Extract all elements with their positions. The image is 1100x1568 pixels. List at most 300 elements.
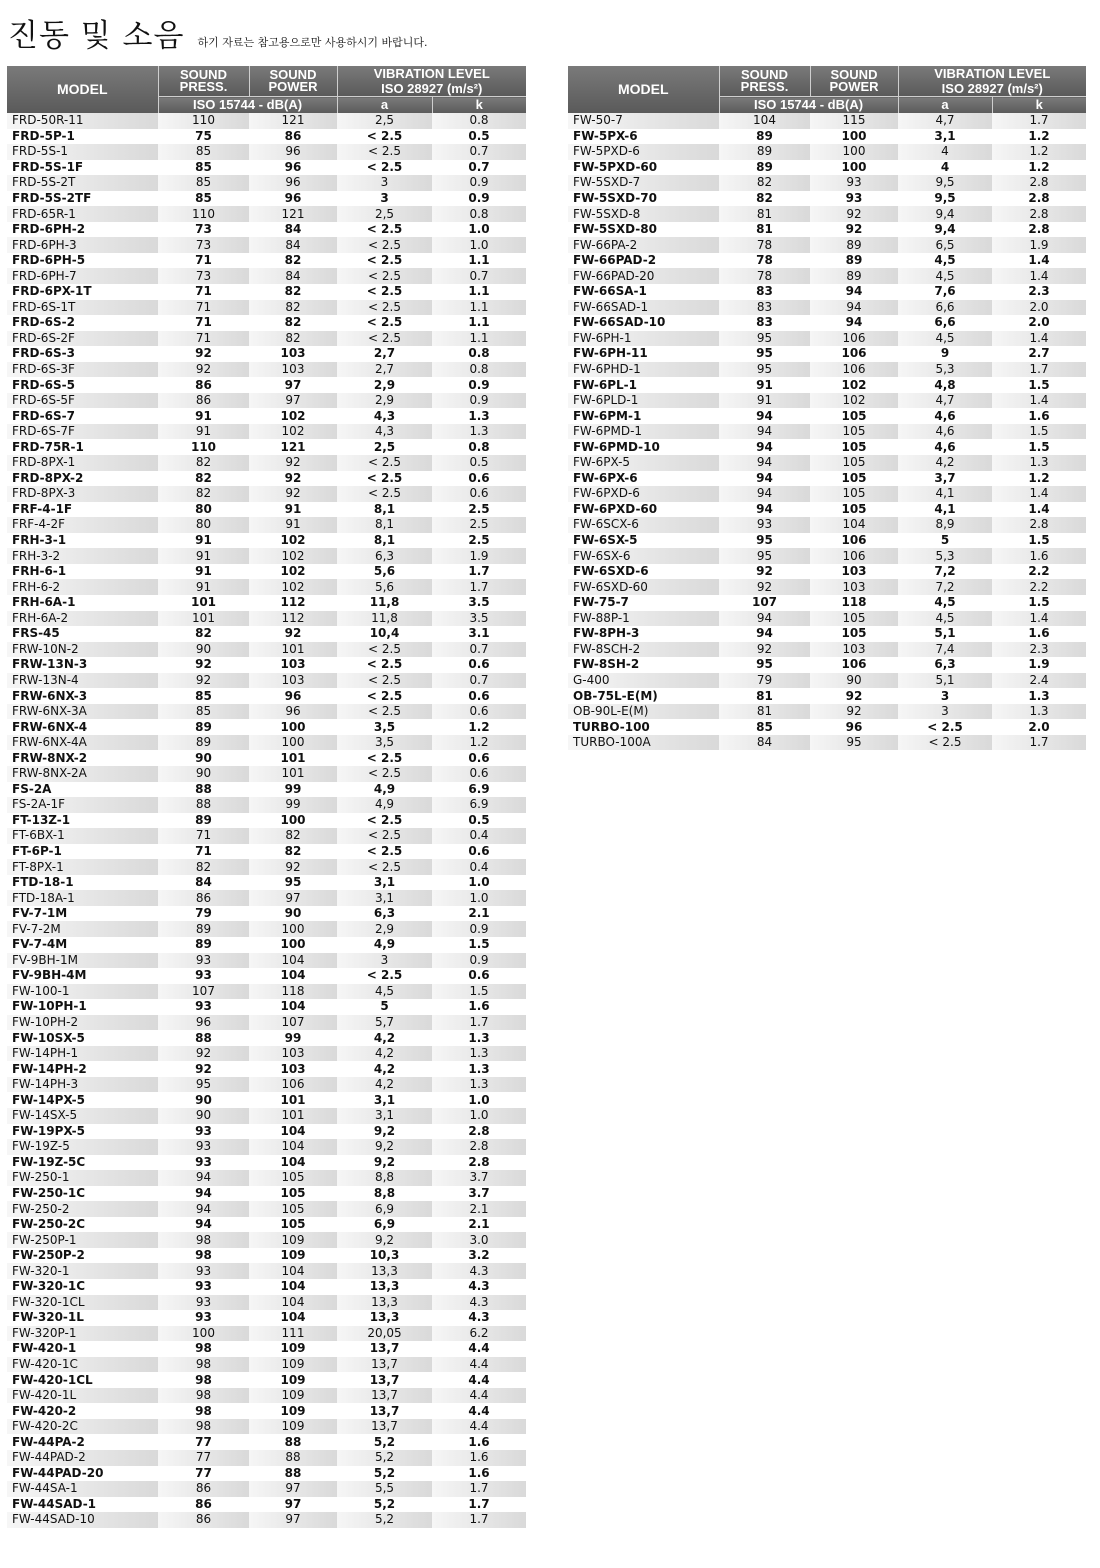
cell-sound-power: 94 xyxy=(810,300,898,316)
cell-vibration-k: 1.7 xyxy=(432,1497,526,1513)
cell-model: FW-420-2 xyxy=(7,1403,158,1419)
table-row xyxy=(7,906,526,922)
cell-sound-press: 90 xyxy=(158,750,249,766)
cell-vibration-a: 2,5 xyxy=(337,439,432,455)
cell-sound-power: 103 xyxy=(249,1061,337,1077)
cell-vibration-k: 0.6 xyxy=(432,750,526,766)
cell-vibration-k: 1.7 xyxy=(432,579,526,595)
table-row xyxy=(7,1263,526,1279)
cell-vibration-k: 0.8 xyxy=(432,439,526,455)
cell-vibration-a: 9,2 xyxy=(337,1124,432,1140)
header-model: MODEL xyxy=(568,66,719,113)
cell-vibration-k: 1.3 xyxy=(992,688,1086,704)
cell-model: FW-6PH-1 xyxy=(568,331,719,347)
cell-vibration-a: 5,5 xyxy=(337,1481,432,1497)
cell-model: FW-320P-1 xyxy=(7,1326,158,1342)
cell-vibration-a: 4,1 xyxy=(898,502,992,518)
cell-vibration-a: 3,7 xyxy=(898,471,992,487)
cell-model: FW-6PXD-60 xyxy=(568,502,719,518)
cell-vibration-a: < 2.5 xyxy=(337,750,432,766)
cell-model: FRW-6NX-4 xyxy=(7,719,158,735)
cell-vibration-k: 2.5 xyxy=(432,502,526,518)
cell-vibration-a: < 2.5 xyxy=(337,268,432,284)
cell-vibration-a: 5 xyxy=(898,533,992,549)
cell-sound-power: 103 xyxy=(249,673,337,689)
cell-vibration-k: 4.3 xyxy=(432,1310,526,1326)
cell-sound-power: 93 xyxy=(810,191,898,207)
cell-vibration-a: 4,5 xyxy=(898,611,992,627)
cell-vibration-a: 4,6 xyxy=(898,439,992,455)
cell-vibration-a: < 2.5 xyxy=(898,719,992,735)
table-row xyxy=(568,144,1086,160)
cell-vibration-a: 4,3 xyxy=(337,408,432,424)
cell-vibration-a: 13,7 xyxy=(337,1341,432,1357)
table-row xyxy=(7,564,526,580)
cell-model: FT-8PX-1 xyxy=(7,859,158,875)
cell-vibration-a: 3 xyxy=(898,704,992,720)
cell-sound-power: 90 xyxy=(810,673,898,689)
cell-sound-press: 95 xyxy=(158,1077,249,1093)
cell-vibration-k: 2.1 xyxy=(432,1201,526,1217)
cell-sound-press: 89 xyxy=(158,813,249,829)
table-row xyxy=(7,253,526,269)
table-row xyxy=(7,129,526,145)
cell-sound-power: 99 xyxy=(249,797,337,813)
cell-vibration-k: 2.3 xyxy=(992,284,1086,300)
cell-model: FRD-5S-2T xyxy=(7,175,158,191)
cell-vibration-a: 2,7 xyxy=(337,362,432,378)
cell-vibration-k: 1.2 xyxy=(432,735,526,751)
cell-vibration-a: 5,2 xyxy=(337,1466,432,1482)
table-row xyxy=(7,268,526,284)
cell-sound-power: 100 xyxy=(249,937,337,953)
cell-sound-power: 105 xyxy=(810,439,898,455)
cell-model: FW-5SXD-8 xyxy=(568,206,719,222)
table-row xyxy=(7,579,526,595)
cell-model: OB-75L-E(M) xyxy=(568,688,719,704)
cell-vibration-a: 4,5 xyxy=(337,984,432,1000)
table-row xyxy=(568,424,1086,440)
cell-vibration-k: 2.2 xyxy=(992,579,1086,595)
cell-sound-power: 109 xyxy=(249,1357,337,1373)
cell-model: FW-5PXD-6 xyxy=(568,144,719,160)
cell-sound-press: 91 xyxy=(158,564,249,580)
cell-sound-press: 85 xyxy=(158,160,249,176)
cell-sound-power: 99 xyxy=(249,1030,337,1046)
cell-sound-power: 99 xyxy=(249,782,337,798)
table-row xyxy=(7,782,526,798)
cell-vibration-k: 2.0 xyxy=(992,300,1086,316)
cell-model: FW-10PH-1 xyxy=(7,999,158,1015)
cell-vibration-a: < 2.5 xyxy=(337,471,432,487)
cell-sound-power: 106 xyxy=(810,362,898,378)
cell-sound-power: 90 xyxy=(249,906,337,922)
cell-sound-press: 85 xyxy=(158,688,249,704)
table-row xyxy=(7,953,526,969)
cell-vibration-a: 4,5 xyxy=(898,595,992,611)
cell-vibration-a: < 2.5 xyxy=(337,673,432,689)
table-row xyxy=(7,1466,526,1482)
cell-sound-power: 97 xyxy=(249,377,337,393)
cell-model: TURBO-100A xyxy=(568,735,719,751)
cell-vibration-k: 1.4 xyxy=(992,611,1086,627)
cell-vibration-a: 4,7 xyxy=(898,113,992,129)
cell-model: FW-14PX-5 xyxy=(7,1092,158,1108)
table-row xyxy=(7,828,526,844)
cell-vibration-a: < 2.5 xyxy=(337,300,432,316)
cell-vibration-k: 1.0 xyxy=(432,222,526,238)
cell-sound-power: 102 xyxy=(249,533,337,549)
cell-vibration-a: 4,7 xyxy=(898,393,992,409)
cell-sound-press: 90 xyxy=(158,766,249,782)
cell-model: FW-5SXD-70 xyxy=(568,191,719,207)
cell-model: FRD-6S-7F xyxy=(7,424,158,440)
header-vibration-standard: ISO 28927 (m/s²) xyxy=(381,81,483,96)
cell-vibration-a: 2,7 xyxy=(337,346,432,362)
cell-vibration-a: < 2.5 xyxy=(337,688,432,704)
table-row xyxy=(7,1108,526,1124)
cell-sound-power: 102 xyxy=(810,393,898,409)
cell-model: FRH-6A-1 xyxy=(7,595,158,611)
cell-vibration-a: 7,2 xyxy=(898,579,992,595)
cell-sound-power: 102 xyxy=(810,377,898,393)
cell-sound-power: 105 xyxy=(810,611,898,627)
cell-vibration-k: 3.7 xyxy=(432,1170,526,1186)
cell-vibration-k: 0.6 xyxy=(432,844,526,860)
cell-vibration-k: 4.4 xyxy=(432,1403,526,1419)
cell-vibration-k: 0.8 xyxy=(432,113,526,129)
cell-vibration-a: 5,2 xyxy=(337,1434,432,1450)
table-row xyxy=(568,704,1086,720)
cell-vibration-k: 1.2 xyxy=(992,160,1086,176)
cell-vibration-a: 9,2 xyxy=(337,1232,432,1248)
cell-sound-power: 104 xyxy=(249,953,337,969)
cell-model: FW-75-7 xyxy=(568,595,719,611)
cell-vibration-a: 4,2 xyxy=(337,1061,432,1077)
table-row xyxy=(7,1232,526,1248)
cell-sound-power: 104 xyxy=(249,1263,337,1279)
cell-vibration-k: 1.4 xyxy=(992,393,1086,409)
cell-model: FW-6PX-6 xyxy=(568,471,719,487)
cell-vibration-a: 3,1 xyxy=(337,875,432,891)
cell-model: FRF-4-1F xyxy=(7,502,158,518)
cell-model: FW-14PH-1 xyxy=(7,1046,158,1062)
cell-model: FW-66SA-1 xyxy=(568,284,719,300)
cell-sound-press: 82 xyxy=(719,191,810,207)
cell-vibration-a: 2,9 xyxy=(337,377,432,393)
cell-sound-press: 92 xyxy=(158,1046,249,1062)
cell-sound-power: 111 xyxy=(249,1326,337,1342)
cell-vibration-k: 0.8 xyxy=(432,206,526,222)
cell-sound-power: 97 xyxy=(249,1497,337,1513)
cell-model: FV-9BH-4M xyxy=(7,968,158,984)
header-iso-db: ISO 15744 - dB(A) xyxy=(719,97,898,114)
cell-sound-power: 104 xyxy=(249,1139,337,1155)
cell-vibration-a: 8,8 xyxy=(337,1170,432,1186)
cell-vibration-a: 3 xyxy=(337,191,432,207)
cell-vibration-k: 1.5 xyxy=(992,377,1086,393)
table-row xyxy=(7,1326,526,1342)
cell-vibration-k: 4.3 xyxy=(432,1263,526,1279)
cell-model: FW-44SA-1 xyxy=(7,1481,158,1497)
table-row xyxy=(568,595,1086,611)
table-row xyxy=(7,424,526,440)
cell-sound-press: 98 xyxy=(158,1357,249,1373)
cell-sound-press: 94 xyxy=(719,455,810,471)
table-row xyxy=(7,735,526,751)
cell-vibration-k: 2.3 xyxy=(992,642,1086,658)
cell-model: FRD-6S-7 xyxy=(7,408,158,424)
cell-sound-power: 105 xyxy=(810,424,898,440)
cell-sound-power: 95 xyxy=(810,735,898,751)
cell-sound-power: 97 xyxy=(249,1481,337,1497)
header-vibration xyxy=(898,66,1086,97)
cell-vibration-k: 2.4 xyxy=(992,673,1086,689)
header-vibration xyxy=(337,66,526,97)
cell-vibration-a: 13,7 xyxy=(337,1372,432,1388)
table-row xyxy=(7,1497,526,1513)
cell-vibration-k: 1.7 xyxy=(432,1015,526,1031)
cell-vibration-a: 5,7 xyxy=(337,1015,432,1031)
table-row xyxy=(568,175,1086,191)
cell-vibration-k: 2.7 xyxy=(992,346,1086,362)
cell-sound-press: 94 xyxy=(719,486,810,502)
cell-sound-press: 94 xyxy=(158,1217,249,1233)
cell-model: FRD-75R-1 xyxy=(7,439,158,455)
table-row xyxy=(7,1512,526,1528)
cell-vibration-a: 6,9 xyxy=(337,1217,432,1233)
cell-vibration-a: 5,1 xyxy=(898,673,992,689)
cell-vibration-k: 3.5 xyxy=(432,595,526,611)
cell-vibration-k: 2.8 xyxy=(992,175,1086,191)
cell-sound-power: 109 xyxy=(249,1232,337,1248)
cell-sound-press: 73 xyxy=(158,237,249,253)
cell-sound-press: 94 xyxy=(158,1186,249,1202)
cell-sound-press: 90 xyxy=(158,1092,249,1108)
table-row xyxy=(7,502,526,518)
cell-model: FRD-5P-1 xyxy=(7,129,158,145)
cell-vibration-a: < 2.5 xyxy=(337,766,432,782)
cell-sound-press: 93 xyxy=(158,953,249,969)
cell-sound-power: 82 xyxy=(249,331,337,347)
cell-sound-power: 94 xyxy=(810,284,898,300)
cell-model: FW-19Z-5 xyxy=(7,1139,158,1155)
cell-vibration-k: 0.7 xyxy=(432,144,526,160)
cell-sound-press: 88 xyxy=(158,1030,249,1046)
cell-sound-press: 95 xyxy=(719,331,810,347)
cell-model: FW-8PH-3 xyxy=(568,626,719,642)
table-row xyxy=(568,517,1086,533)
cell-sound-power: 107 xyxy=(249,1015,337,1031)
table-row xyxy=(568,191,1086,207)
cell-sound-power: 106 xyxy=(810,533,898,549)
cell-vibration-a: 4,6 xyxy=(898,408,992,424)
table-row xyxy=(568,129,1086,145)
cell-sound-power: 104 xyxy=(249,968,337,984)
cell-sound-power: 109 xyxy=(249,1388,337,1404)
cell-vibration-a: 10,4 xyxy=(337,626,432,642)
cell-vibration-k: 0.9 xyxy=(432,191,526,207)
cell-sound-power: 103 xyxy=(249,1046,337,1062)
header-a: a xyxy=(337,97,432,114)
cell-sound-power: 82 xyxy=(249,284,337,300)
cell-vibration-k: 4.3 xyxy=(432,1279,526,1295)
cell-vibration-k: 2.0 xyxy=(992,315,1086,331)
cell-vibration-k: 6.9 xyxy=(432,797,526,813)
cell-vibration-a: 5,3 xyxy=(898,548,992,564)
cell-model: FRD-6S-5F xyxy=(7,393,158,409)
page-subtitle: 하기 자료는 참고용으로만 사용하시기 바랍니다. xyxy=(197,36,428,49)
cell-vibration-a: < 2.5 xyxy=(337,657,432,673)
cell-sound-press: 95 xyxy=(719,657,810,673)
cell-vibration-a: 8,8 xyxy=(337,1186,432,1202)
cell-sound-power: 96 xyxy=(249,175,337,191)
cell-sound-press: 82 xyxy=(158,859,249,875)
cell-sound-power: 103 xyxy=(810,564,898,580)
table-row xyxy=(568,657,1086,673)
cell-model: FRW-6NX-3A xyxy=(7,704,158,720)
cell-model: FW-8SH-2 xyxy=(568,657,719,673)
table-row xyxy=(7,439,526,455)
spec-table-right xyxy=(568,66,1086,750)
cell-model: FW-44PAD-20 xyxy=(7,1466,158,1482)
cell-sound-press: 89 xyxy=(158,921,249,937)
header-sound-power: SOUND POWER xyxy=(249,66,337,97)
table-row xyxy=(7,704,526,720)
cell-vibration-k: 1.0 xyxy=(432,1092,526,1108)
cell-sound-press: 89 xyxy=(158,719,249,735)
cell-sound-press: 91 xyxy=(158,548,249,564)
cell-sound-power: 92 xyxy=(249,455,337,471)
cell-model: FW-250P-1 xyxy=(7,1232,158,1248)
table-row xyxy=(7,346,526,362)
cell-sound-power: 102 xyxy=(249,579,337,595)
cell-vibration-k: 1.5 xyxy=(432,937,526,953)
cell-model: FS-2A-1F xyxy=(7,797,158,813)
cell-sound-press: 93 xyxy=(719,517,810,533)
table-row xyxy=(7,1481,526,1497)
header-k: k xyxy=(992,97,1086,114)
cell-model: FW-420-1 xyxy=(7,1341,158,1357)
cell-vibration-a: < 2.5 xyxy=(337,704,432,720)
cell-sound-power: 104 xyxy=(249,1295,337,1311)
cell-sound-press: 110 xyxy=(158,206,249,222)
cell-sound-power: 100 xyxy=(249,719,337,735)
cell-sound-power: 89 xyxy=(810,253,898,269)
cell-model: FW-5SXD-7 xyxy=(568,175,719,191)
cell-sound-power: 92 xyxy=(249,626,337,642)
cell-vibration-a: 9 xyxy=(898,346,992,362)
cell-vibration-a: 4,5 xyxy=(898,331,992,347)
cell-model: FW-250-1 xyxy=(7,1170,158,1186)
table-row xyxy=(568,393,1086,409)
cell-vibration-a: 7,4 xyxy=(898,642,992,658)
cell-vibration-a: < 2.5 xyxy=(337,331,432,347)
cell-model: FRW-8NX-2 xyxy=(7,750,158,766)
cell-vibration-a: 2,5 xyxy=(337,113,432,129)
cell-vibration-k: 2.8 xyxy=(432,1124,526,1140)
cell-model: FW-250-1C xyxy=(7,1186,158,1202)
cell-sound-press: 89 xyxy=(719,160,810,176)
table-row xyxy=(7,408,526,424)
cell-sound-power: 103 xyxy=(249,362,337,378)
cell-sound-power: 96 xyxy=(249,688,337,704)
cell-vibration-a: 4 xyxy=(898,144,992,160)
cell-model: FRW-13N-4 xyxy=(7,673,158,689)
cell-vibration-a: 9,5 xyxy=(898,175,992,191)
cell-sound-press: 90 xyxy=(158,642,249,658)
cell-vibration-a: < 2.5 xyxy=(337,828,432,844)
cell-vibration-a: 9,2 xyxy=(337,1155,432,1171)
cell-sound-press: 81 xyxy=(719,222,810,238)
cell-vibration-a: < 2.5 xyxy=(337,315,432,331)
cell-sound-power: 109 xyxy=(249,1372,337,1388)
cell-model: FW-320-1 xyxy=(7,1263,158,1279)
cell-model: FW-14PH-3 xyxy=(7,1077,158,1093)
cell-model: FW-44PAD-2 xyxy=(7,1450,158,1466)
cell-vibration-a: 5 xyxy=(337,999,432,1015)
cell-vibration-k: 1.2 xyxy=(992,144,1086,160)
cell-sound-power: 109 xyxy=(249,1248,337,1264)
cell-model: FW-250P-2 xyxy=(7,1248,158,1264)
table-row xyxy=(568,533,1086,549)
cell-sound-power: 105 xyxy=(810,471,898,487)
cell-sound-press: 89 xyxy=(719,144,810,160)
cell-vibration-k: 0.6 xyxy=(432,657,526,673)
cell-sound-press: 89 xyxy=(158,735,249,751)
cell-model: FRD-50R-11 xyxy=(7,113,158,129)
cell-sound-power: 94 xyxy=(810,315,898,331)
cell-sound-press: 94 xyxy=(719,471,810,487)
cell-vibration-k: 0.9 xyxy=(432,175,526,191)
cell-vibration-k: 0.6 xyxy=(432,471,526,487)
cell-model: TURBO-100 xyxy=(568,719,719,735)
cell-sound-power: 100 xyxy=(249,813,337,829)
cell-sound-press: 93 xyxy=(158,999,249,1015)
table-row xyxy=(568,611,1086,627)
cell-vibration-a: 4,8 xyxy=(898,377,992,393)
cell-model: FW-6PLD-1 xyxy=(568,393,719,409)
cell-sound-press: 92 xyxy=(158,673,249,689)
cell-model: FS-2A xyxy=(7,782,158,798)
table-row xyxy=(568,408,1086,424)
table-row xyxy=(568,253,1086,269)
cell-sound-press: 95 xyxy=(719,533,810,549)
cell-vibration-a: < 2.5 xyxy=(337,160,432,176)
cell-model: FW-420-1CL xyxy=(7,1372,158,1388)
cell-vibration-a: 13,3 xyxy=(337,1279,432,1295)
cell-vibration-k: 1.7 xyxy=(992,735,1086,751)
cell-vibration-k: 1.4 xyxy=(992,268,1086,284)
cell-sound-press: 94 xyxy=(719,626,810,642)
cell-vibration-k: 0.4 xyxy=(432,859,526,875)
cell-sound-power: 101 xyxy=(249,766,337,782)
cell-sound-power: 82 xyxy=(249,253,337,269)
cell-vibration-a: 20,05 xyxy=(337,1326,432,1342)
cell-sound-press: 93 xyxy=(158,1263,249,1279)
cell-sound-power: 100 xyxy=(810,160,898,176)
table-row xyxy=(7,486,526,502)
cell-model: FW-5SXD-80 xyxy=(568,222,719,238)
cell-sound-power: 103 xyxy=(249,657,337,673)
cell-sound-power: 115 xyxy=(810,113,898,129)
cell-model: FW-320-1C xyxy=(7,1279,158,1295)
cell-sound-press: 107 xyxy=(158,984,249,1000)
table-row xyxy=(568,113,1086,129)
cell-model: FW-66SAD-1 xyxy=(568,300,719,316)
table-row xyxy=(7,813,526,829)
cell-model: FW-5PXD-60 xyxy=(568,160,719,176)
